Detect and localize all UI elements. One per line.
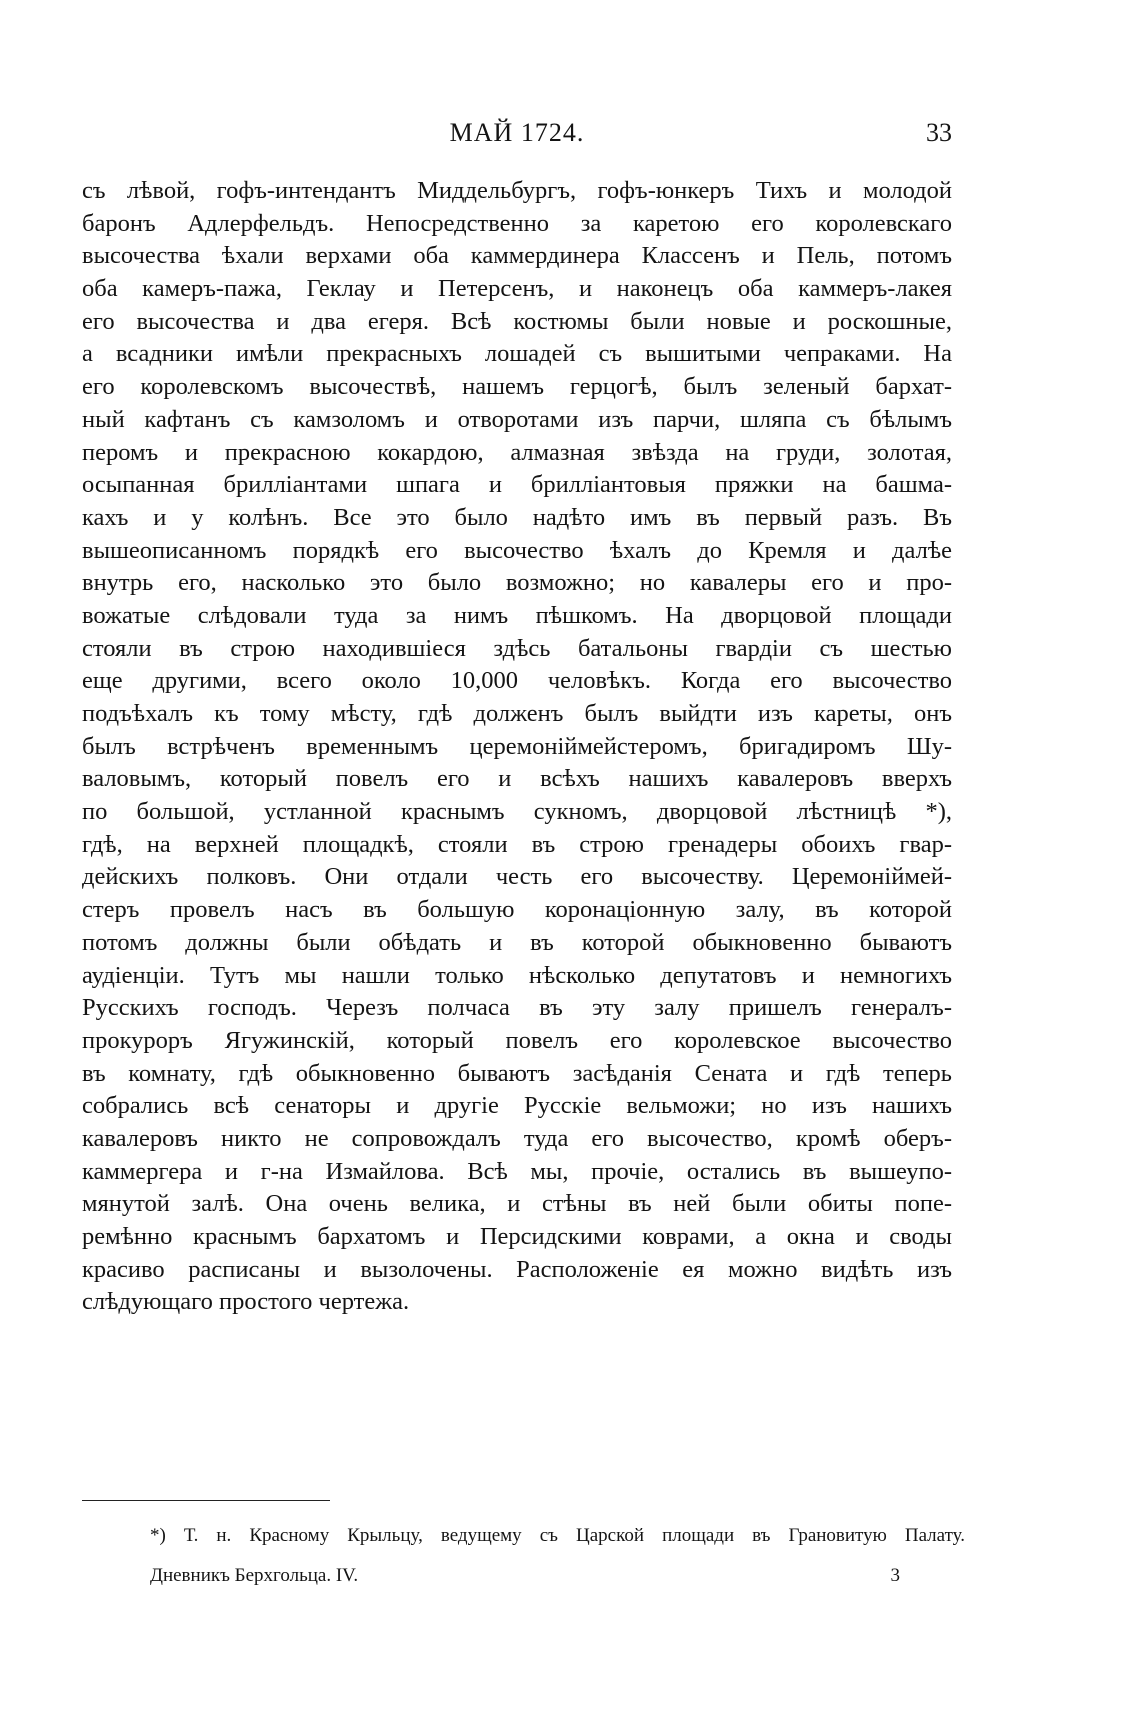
page-header — [82, 118, 952, 152]
printer-signature-line — [150, 1565, 900, 1591]
signature-title: Дневникъ Берхгольца. IV. — [150, 1565, 359, 1586]
main-text — [82, 175, 952, 1319]
text-line: подъѣхалъ къ тому мѣсту, гдѣ долженъ былъ выйдти изъ кареты, онъ — [82, 700, 952, 727]
signature-mark: 3 — [890, 1565, 900, 1586]
text-line: прокуроръ Ягужинскiй, который повелъ его королевское высочество — [82, 1026, 952, 1054]
text-line: осыпанная бриллiантами шпага и брилліантовыя пряжки на башма- — [82, 471, 952, 499]
text-line: Русскихъ господъ. Черезъ полчаса въ эту залу пришелъ генералъ- — [82, 994, 952, 1022]
text-line: его королевскомъ высочествѣ, нашемъ герцогѣ, былъ зеленый бархат- — [82, 373, 952, 401]
text-line: высочества ѣхали верхами оба каммердинера Классенъ и Пель, потомъ — [82, 242, 952, 270]
text-line: стеръ провелъ насъ въ большую коронацiонную залу, въ которой — [82, 896, 952, 924]
text-line: кахъ и у колѣнъ. Все это было надѣто имъ въ первый разъ. Въ — [82, 503, 952, 531]
text-line: красиво расписаны и вызолочены. Расположенiе ея можно видѣть изъ — [82, 1255, 952, 1283]
text-line: по большой, устланной краснымъ сукномъ, дворцовой лѣстницѣ *), — [82, 798, 952, 826]
text-line: каммергера и г-на Измайлова. Всѣ мы, прочiе, остались въ вышеупо- — [82, 1157, 952, 1185]
text-line: ный кафтанъ съ камзоломъ и отворотами изъ парчи, шляпа съ бѣлымъ — [82, 405, 952, 433]
text-line-last: слѣдующаго простого чертежа. — [82, 1288, 410, 1316]
text-line: былъ встрѣченъ временнымъ церемонiймейстеромъ, бригадиромъ Шу- — [82, 732, 952, 760]
text-line: собрались всѣ сенаторы и другiе Русскiе вельможи; но изъ нашихъ — [82, 1092, 952, 1120]
footnote: *) Т. н. Красному Крыльцу, ведущему съ Царской площади въ Грановитую Палату. — [150, 1525, 965, 1546]
text-line: вожатые слѣдовали туда за нимъ пѣшкомъ. На дворцовой площади — [82, 601, 952, 629]
footnote-divider — [82, 1500, 330, 1501]
text-line: еще другими, всего около 10,000 человѣкъ. Когда его высочество — [82, 667, 952, 695]
running-head: МАЙ 1724. — [449, 118, 585, 147]
text-line: дейскихъ полковъ. Они отдали честь его высочеству. Церемонiймей- — [82, 863, 952, 891]
text-line: его высочества и два егеря. Всѣ костюмы были новые и роскошные, — [82, 307, 952, 335]
text-line: мянутой залѣ. Она очень велика, и стѣны въ ней были обиты попе- — [82, 1190, 952, 1218]
text-line: оба камеръ-пажа, Геклау и Петерсенъ, и наконецъ оба каммеръ-лакея — [82, 275, 952, 303]
text-line: аудiенцiи. Тутъ мы нашли только нѣсколько депутатовъ и немногихъ — [82, 961, 952, 989]
page-number: 33 — [926, 118, 952, 147]
text-line: внутрь его, насколько это было возможно; но кавалеры его и про- — [82, 569, 952, 597]
text-line: стояли въ строю находившiеся здѣсь батальоны гвардiи съ шестью — [82, 634, 952, 662]
text-line: потомъ должны были обѣдать и въ которой обыкновенно бываютъ — [82, 928, 952, 956]
text-line: баронъ Адлерфельдъ. Непосредственно за каретою его королевскаго — [82, 209, 952, 237]
text-line: съ лѣвой, гофъ-интендантъ Миддельбургъ, гофъ-юнкеръ Тихъ и молодой — [82, 177, 952, 204]
text-line: а всадники имѣли прекрасныхъ лошадей съ вышитыми чепраками. На — [82, 340, 952, 368]
text-line: въ комнату, гдѣ обыкновенно бываютъ засѣданiя Сената и гдѣ теперь — [82, 1059, 952, 1087]
text-line: гдѣ, на верхней площадкѣ, стояли въ строю гренадеры обоихъ гвар- — [82, 830, 952, 858]
text-line: перомъ и прекрасною кокардою, алмазная звѣзда на груди, золотая, — [82, 438, 952, 466]
text-line: вышеописанномъ порядкѣ его высочество ѣхалъ до Кремля и далѣе — [82, 536, 952, 564]
text-line: кавалеровъ никто не сопровождалъ туда его высочество, кромѣ оберъ- — [82, 1124, 952, 1152]
text-line: валовымъ, который повелъ его и всѣхъ нашихъ кавалеровъ вверхъ — [82, 765, 952, 793]
text-line: ремѣнно краснымъ бархатомъ и Персидскими коврами, а окна и своды — [82, 1223, 952, 1250]
